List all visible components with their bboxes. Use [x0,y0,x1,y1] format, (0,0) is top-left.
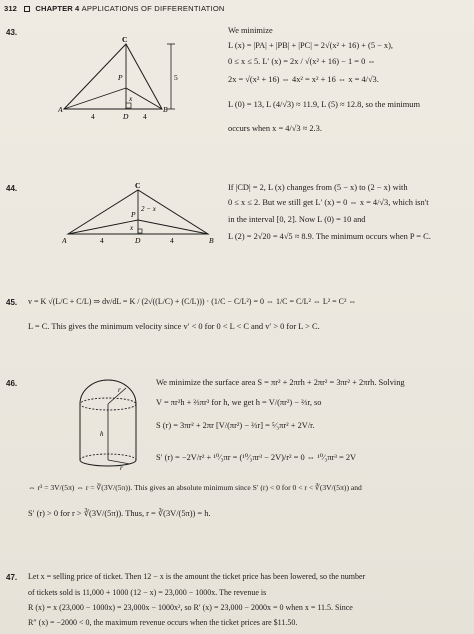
text-line: S′ (r) = −2V/r² + ¹⁰⁄₃πr = (¹⁰⁄₃πr³ − 2V)/r² = 0 ⇔ ¹⁰⁄₃πr³ = 2V [156,453,357,462]
problem-number: 44. [6,184,18,193]
text-line: Let x = selling price of ticket. Then 12 − x is the amount the ticket price has been lowered, so the number [28,572,366,581]
text-line: S (r) = 3πr² + 2πr [V/(πr²) − ⅔r] = ⁵⁄₃πr² + 2V/r. [156,421,315,430]
point-p-label: P [118,73,123,82]
vertex-a-label: A [62,236,67,245]
length-4-right: 4 [170,236,174,245]
text-line: V = πr²h + ⅔πr³ for h, we get h = V/(πr²) − ⅔r, so [156,398,322,407]
text-line: occurs when x = 4/√3 ≈ 2.3. [228,124,322,133]
text-line: If |CD| = 2, L (x) changes from (5 − x) to (2 − x) with [228,183,408,192]
chapter-title: APPLICATIONS OF DIFFERENTIATION [81,4,225,13]
x-label: x [129,94,133,103]
text-line: 0 ≤ x ≤ 5. L′ (x) = 2x / √(x² + 16) − 1 = 0 ⇔ [228,57,376,66]
vertex-b-label: B [209,236,214,245]
two-minus-x-label: 2 − x [141,205,156,213]
text-line: We minimize the surface area S = πr² + 2πrh + 2πr² = 3πr² + 2πrh. Solving [156,378,405,387]
point-d-label: D [135,236,141,245]
text-line: R″ (x) = −2000 < 0, the maximum revenue occurs when the ticket prices are $11.50. [28,618,298,627]
problem-number: 43. [6,28,18,37]
vertex-a-label: A [58,105,63,114]
problem-number: 46. [6,379,18,388]
problem-number: 47. [6,573,18,582]
radius-bottom-label: r [120,464,123,472]
text-line: We minimize [228,26,273,35]
radius-top-label: r [118,386,121,394]
text-line: L (0) = 13, L (4/√3) ≈ 11.9, L (5) ≈ 12.8, so the minimum [228,100,420,109]
chapter-label: CHAPTER 4 [35,4,80,13]
cylinder-hemisphere-figure [70,376,150,472]
vertex-c-label: C [135,181,141,190]
vertex-c-label: C [122,36,128,44]
text-line: of tickets sold is 11,000 + 1000 (12 − x) = 23,000 − 1000x. The revenue is [28,588,267,597]
text-line: 2x = √(x² + 16) ⇔ 4x² = x² + 16 ⇔ x = 4/√3. [228,75,379,84]
page-number: 312 [4,4,17,13]
text-line: L (x) = |PA| + |PB| + |PC| = 2√(x² + 16) + (5 − x), [228,41,394,50]
length-4-left: 4 [100,236,104,245]
text-line: L = C. This gives the minimum velocity since v′ < 0 for 0 < L < C and v′ > 0 for L > C. [28,322,320,331]
height-5-label: 5 [174,73,178,82]
point-p-label: P [131,210,136,219]
text-line: L (2) = 2√20 = 4√5 ≈ 8.9. The minimum occurs when P = C. [228,232,431,241]
problem-number: 45. [6,298,18,307]
point-d-label: D [123,112,129,121]
triangle-figure-44 [62,180,222,248]
text-line: 0 ≤ x ≤ 2. But we still get L′ (x) = 0 ⇔ x = 4/√3, which isn't [228,198,429,207]
height-label: h [100,430,104,438]
text-line: in the interval [0, 2]. Now L (0) = 10 and [228,215,366,224]
length-4-right: 4 [143,112,147,121]
page-header [4,4,464,18]
vertex-b-label: B [163,105,168,114]
triangle-figure-43 [58,36,188,122]
header-square-icon [24,6,30,12]
text-line: v = K √(L/C + C/L) ⇒ dv/dL = K / (2√((L/C) + (C/L))) · (1/C − C/L²) = 0 ⇔ 1/C = C/L² ⇔ L² = C² ⇔ [28,297,357,306]
length-4-left: 4 [91,112,95,121]
text-line: R (x) = x (23,000 − 1000x) = 23,000x − 1000x², so R′ (x) = 23,000 − 2000x = 0 when x = 11.5. Since [28,603,353,612]
text-line: S′ (r) > 0 for r > ∛(3V/(5π)). Thus, r = ∛(3V/(5π)) = h. [28,509,211,518]
x-label: x [130,224,134,232]
text-line: ⇔ r³ = 3V/(5π) ⇔ r = ∛(3V/(5π)). This gives an absolute minimum since S′ (r) < 0 for 0 < r < ∛(3V/(5π)) and [28,483,362,492]
